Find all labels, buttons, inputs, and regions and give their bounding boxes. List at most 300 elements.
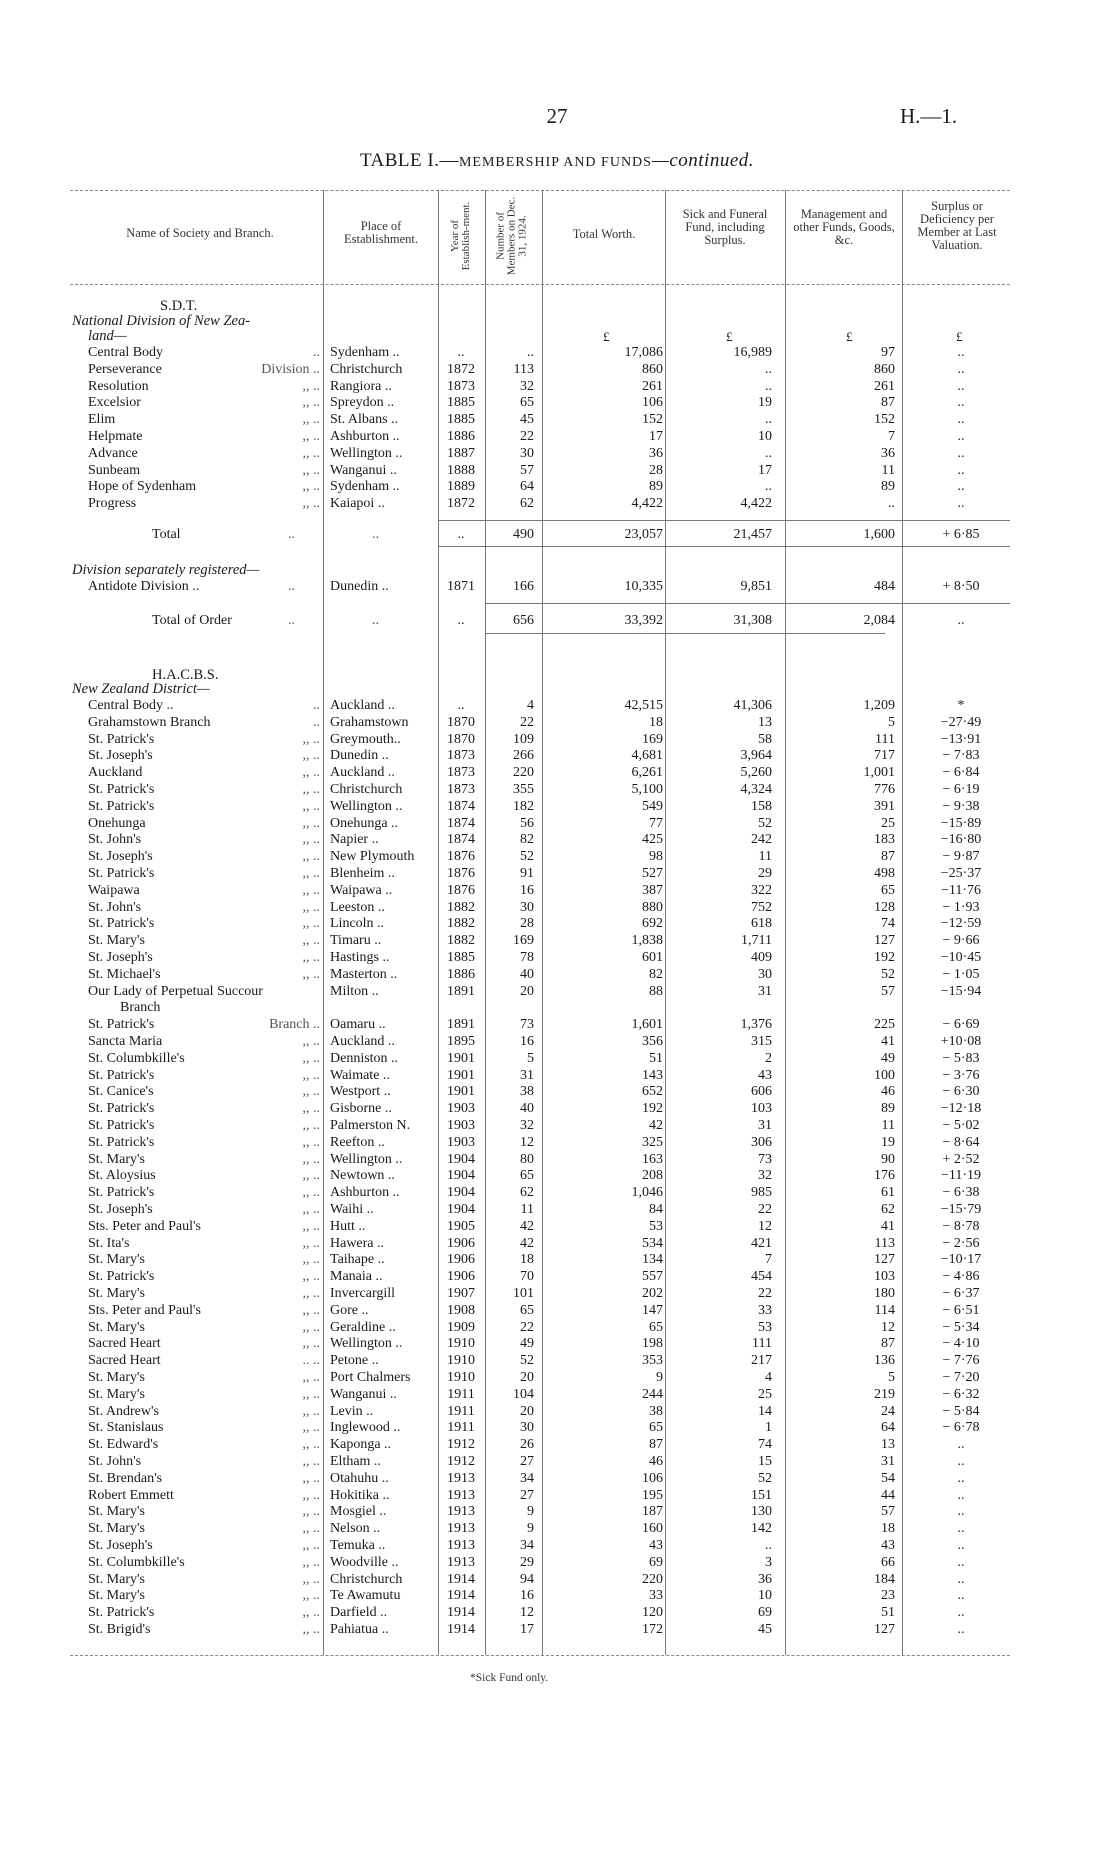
total-worth: 192 [642,1101,663,1117]
sick-fund: 74 [758,1437,772,1453]
separate-heading: Division separately registered— [72,562,260,578]
surplus: .. [957,1588,965,1604]
members: 355 [513,782,534,797]
suffix: ,, .. [302,1437,320,1453]
sick-fund: 15 [758,1454,772,1469]
sick-fund: .. [765,1538,772,1553]
members: 38 [520,1084,534,1100]
table-row [0,1083,1114,1100]
name: St. Mary's [88,1571,145,1587]
management: 57 [881,1504,895,1520]
members: 32 [520,1118,534,1133]
management: 111 [875,731,895,747]
surplus: − 8·64 [942,1134,980,1150]
management: 860 [874,361,895,377]
surplus: .. [957,412,965,428]
suffix: ,, .. [302,1420,320,1436]
members: 12 [520,1605,534,1621]
sick-fund: 4,422 [740,496,772,512]
sick-fund: 752 [751,899,772,915]
surplus: −10·17 [940,1252,982,1268]
year: 1874 [447,815,475,831]
year: 1906 [447,1269,475,1285]
name: St. Mary's [88,1386,145,1402]
management: 391 [874,798,895,814]
name: St. Joseph's [88,1202,153,1217]
table-row [0,1604,1114,1621]
table-row [0,1067,1114,1084]
surplus: .. [957,361,965,377]
sick-fund: 22 [758,1202,772,1217]
surplus: .. [957,1437,965,1453]
name: St. Mary's [88,1588,145,1604]
management: 5 [888,1370,895,1385]
management: 7 [888,429,895,444]
total-worth: 28 [649,462,663,478]
table-row [0,747,1114,764]
place: Woodville .. [330,1554,399,1570]
suffix: ,, .. [302,1454,320,1469]
place: Pahiatua .. [330,1622,389,1637]
table-row [0,1419,1114,1436]
table-row [0,394,1114,411]
suffix: ,, .. [302,933,320,949]
surplus: − 4·10 [942,1336,980,1352]
management: 54 [881,1470,895,1486]
management: 97 [881,345,895,360]
table-row [0,983,1114,1000]
sick-fund: 315 [751,1034,772,1049]
sick-fund: 52 [758,1470,772,1486]
sick-fund: 409 [751,950,772,965]
name: St. Mary's [88,1319,145,1335]
year: 1914 [447,1571,475,1587]
name: St. John's [88,1454,142,1469]
name: Auckland [88,765,143,781]
year: 1910 [447,1353,475,1369]
year: 1870 [447,731,475,747]
sick-fund: 58 [758,731,772,747]
management: 11 [881,1118,895,1133]
suffix: Branch .. [269,1017,320,1033]
members: 27 [520,1454,534,1469]
suffix: .. [313,714,320,730]
place: Auckland .. [330,698,395,713]
sick-fund: 606 [751,1084,772,1100]
place: Wanganui .. [330,1386,397,1402]
management: .. [888,496,895,512]
suffix: ,, .. [302,378,320,394]
surplus: .. [957,462,965,478]
members: 12 [520,1134,534,1150]
suffix: ,, .. [302,1252,320,1268]
year: 1889 [447,479,475,495]
name: Sunbeam [88,462,141,478]
members: 65 [520,395,534,411]
total-worth: 77 [649,815,663,831]
place: Manaia .. [330,1269,383,1285]
management: 87 [881,1336,895,1352]
management: 11 [881,462,895,478]
place: Wellington .. [330,1336,403,1352]
sick-fund: 322 [751,882,772,898]
members: 22 [520,1319,534,1335]
total-worth: 69 [649,1554,663,1570]
place: Otahuhu .. [330,1470,389,1486]
total-worth: 106 [642,1470,663,1486]
place: Gisborne .. [330,1101,392,1117]
members: 45 [520,412,534,428]
suffix: ,, .. [302,866,320,881]
sick-fund: 3,964 [740,748,772,764]
members: 9 [527,1504,534,1520]
management: 89 [881,1101,895,1117]
year: 1904 [447,1151,475,1167]
total-worth: 169 [642,731,663,747]
total-worth: 82 [649,966,663,982]
members: 18 [520,1252,534,1268]
suffix: ,, .. [302,1050,320,1066]
total-worth: 692 [642,916,663,932]
table-row [0,1151,1114,1168]
total-worth: 17,086 [624,345,663,360]
name: St. Patrick's [88,1067,155,1083]
sick-fund: 421 [751,1235,772,1251]
name: St. Patrick's [88,1134,155,1150]
year: 1914 [447,1605,475,1621]
name: Advance [88,445,138,461]
place: Hutt .. [330,1218,366,1234]
sick-fund: .. [765,412,772,428]
year: 1914 [447,1588,475,1604]
surplus: * [957,698,965,713]
total-worth: 10,335 [624,579,663,594]
place: Waihi .. [330,1202,374,1217]
name: St. Patrick's [88,866,155,881]
members: 57 [520,462,534,478]
suffix: ,, .. [302,1470,320,1486]
total-worth: 202 [642,1286,663,1301]
table-row [0,1621,1114,1638]
members: 182 [513,798,534,814]
table-row [0,1369,1114,1386]
table-row [0,1100,1114,1117]
surplus: − 9·38 [942,798,980,814]
members: 101 [513,1286,534,1301]
year: 1876 [447,882,475,898]
management: 717 [874,748,895,764]
surplus: − 9·87 [942,849,980,865]
surplus: .. [957,429,965,444]
sick-fund: 454 [751,1269,772,1285]
suffix: ,, .. [302,1386,320,1402]
members: 91 [520,866,534,881]
table-row [0,1050,1114,1067]
members: 80 [520,1151,534,1167]
surplus: − 6·32 [942,1386,980,1402]
total-worth: 163 [642,1151,663,1167]
suffix: ,, .. [302,1202,320,1217]
management: 183 [874,832,895,848]
year: 1904 [447,1185,475,1201]
antidote-row [0,578,1114,595]
name: Sacred Heart [88,1353,161,1369]
page-reference: H.—1. [900,104,958,128]
table-row [0,999,1114,1016]
table-row [0,428,1114,445]
place: Wellington .. [330,1151,403,1167]
total-worth: 17 [649,429,663,444]
surplus: −15·94 [940,983,982,999]
name: St. Mary's [88,933,145,949]
total-rule [438,520,1010,521]
total-worth: 106 [642,395,663,411]
management: 18 [881,1521,895,1537]
suffix: .. [313,345,320,360]
suffix: ,, .. [302,1185,320,1201]
surplus: −13·91 [940,731,982,747]
members: 169 [513,933,534,949]
name: St. Patrick's [88,1017,155,1033]
suffix: ,, .. [302,1235,320,1251]
management: 127 [874,933,895,949]
year: 1912 [447,1437,475,1453]
sick-fund: .. [765,361,772,377]
management: 65 [881,882,895,898]
sick-fund: 1 [765,1420,772,1436]
members: 109 [513,731,534,747]
place: Palmerston N. [330,1118,411,1133]
surplus: − 7·76 [942,1353,980,1369]
surplus: .. [957,1487,965,1503]
unit-management: £ [846,329,853,344]
sick-fund: 22 [758,1286,772,1301]
sick-fund: 41,306 [733,698,772,713]
total-worth: 652 [642,1084,663,1100]
surplus: − 3·76 [942,1067,980,1083]
table-row [0,1201,1114,1218]
year: 1901 [447,1050,475,1066]
table-row [0,714,1114,731]
name: St. Patrick's [88,1118,155,1133]
year: 1913 [447,1521,475,1537]
place: Auckland .. [330,1034,395,1049]
year: 1909 [447,1319,475,1335]
surplus: .. [957,1454,965,1469]
suffix: ,, .. [302,1134,320,1150]
members: 20 [520,1370,534,1385]
name: Waipawa [88,882,140,898]
year: 1911 [447,1420,475,1436]
header-management: Management and other Funds, Goods, &c. [793,207,895,247]
sick-fund: 73 [758,1151,772,1167]
surplus: −10·45 [940,950,982,965]
surplus: − 1·05 [942,966,980,982]
surplus: −25·37 [940,866,982,881]
table-row [0,1251,1114,1268]
members: 40 [520,1101,534,1117]
name: St. Patrick's [88,798,155,814]
sick-fund: 17 [758,462,772,478]
members: 166 [513,579,534,594]
surplus: − 7·83 [942,748,980,764]
year: 1910 [447,1370,475,1385]
surplus: −12·18 [940,1101,982,1117]
place: Dunedin .. [330,748,389,764]
surplus: − 6·51 [942,1302,980,1318]
total-worth: 43 [649,1538,663,1553]
total-worth: 98 [649,849,663,865]
management: 180 [874,1286,895,1301]
year: 1904 [447,1202,475,1217]
suffix: ,, .. [302,899,320,915]
management: 52 [881,966,895,982]
management: 114 [874,1302,895,1318]
year: 1882 [447,916,475,932]
management: 2,084 [863,613,895,628]
management: 90 [881,1151,895,1167]
surplus: − 5·34 [942,1319,980,1335]
name: Sts. Peter and Paul's [88,1302,201,1318]
surplus: .. [957,479,965,495]
surplus: .. [957,378,965,394]
total-worth: 534 [642,1235,663,1251]
name: St. Mary's [88,1151,145,1167]
table-row [0,1218,1114,1235]
table-row [0,781,1114,798]
sick-fund: 31 [758,1118,772,1133]
sick-fund: 53 [758,1319,772,1335]
total-rule [485,633,885,634]
members: 29 [520,1554,534,1570]
name: St. Mary's [88,1286,145,1301]
sick-fund: 158 [751,798,772,814]
sick-fund: 69 [758,1605,772,1621]
dots: .. [288,527,295,542]
place: Christchurch [330,1571,403,1587]
year: 1885 [447,395,475,411]
total-worth: 195 [642,1487,663,1503]
members: 16 [520,1588,534,1604]
suffix: ,, .. [302,1370,320,1385]
name: St. Columbkille's [88,1554,185,1570]
suffix: ,, .. [302,1521,320,1537]
table-row [0,478,1114,495]
total-worth: 198 [642,1336,663,1352]
name: Robert Emmett [88,1487,174,1503]
members: 64 [520,479,534,495]
sick-fund: 16,989 [733,345,772,360]
place: Ashburton .. [330,429,400,444]
members: 30 [520,899,534,915]
dots: .. [288,613,295,628]
header-name: Name of Society and Branch. [126,226,274,240]
suffix: ,, .. [302,882,320,898]
members: 22 [520,429,534,444]
sick-fund: 43 [758,1067,772,1083]
members: 490 [513,527,534,542]
society-heading: H.A.C.B.S. [152,667,219,683]
suffix: ,, .. [302,496,320,512]
table-row [0,1302,1114,1319]
members: 9 [527,1521,534,1537]
year: 1891 [447,1017,475,1033]
management: 44 [881,1487,895,1503]
management: 41 [881,1034,895,1049]
total-label: Total [152,527,181,542]
place: .. [372,527,379,542]
surplus: − 6·37 [942,1286,980,1301]
year: 1913 [447,1538,475,1553]
surplus: .. [957,1521,965,1537]
total-worth: 38 [649,1403,663,1419]
place: Inglewood .. [330,1420,401,1436]
management: 46 [881,1084,895,1100]
name: St. Joseph's [88,950,153,965]
page-number: 27 [546,104,568,128]
surplus: + 8·50 [942,579,980,594]
year: .. [457,613,465,628]
total-worth: 1,838 [631,933,663,949]
management: 62 [881,1202,895,1217]
surplus: − 5·83 [942,1050,980,1066]
suffix: ,, .. [302,966,320,982]
suffix: ,, .. [302,815,320,831]
members: 220 [513,765,534,781]
table-row [0,1503,1114,1520]
name: St. Patrick's [88,1605,155,1621]
total-worth: 1,046 [631,1185,663,1201]
suffix: ,, .. [302,1118,320,1133]
suffix: ,, .. [302,1571,320,1587]
members: 656 [513,613,534,628]
name: St. Mary's [88,1370,145,1385]
sick-fund: .. [765,378,772,394]
total-label: Total of Order [152,613,232,628]
members: 4 [527,698,534,713]
surplus: + 6·85 [942,527,980,542]
sick-fund: 985 [751,1185,772,1201]
table-row [0,495,1114,512]
table-row [0,361,1114,378]
suffix: ,, .. [302,479,320,495]
sick-fund: 32 [758,1168,772,1184]
management: 23 [881,1588,895,1604]
year: 1885 [447,950,475,965]
sick-fund: 618 [751,916,772,932]
sick-fund: 3 [765,1554,772,1570]
members: 42 [520,1235,534,1251]
management: 74 [881,916,895,932]
suffix: ,, .. [302,1403,320,1419]
place: Masterton .. [330,966,398,982]
table-row [0,1167,1114,1184]
members: 73 [520,1017,534,1033]
sick-fund: 11 [758,849,772,865]
management: 1,600 [863,527,895,542]
management: 484 [874,579,895,594]
sick-fund: 111 [752,1336,772,1352]
suffix: ,, .. [302,798,320,814]
year: 1871 [447,579,475,594]
division-heading: National Division of New Zea- [72,313,251,329]
table-row [0,764,1114,781]
header-year: Year of Establish-ment. [449,201,472,271]
suffix: ,, .. [302,748,320,764]
table-row [0,1268,1114,1285]
members: 34 [520,1470,534,1486]
place: Hokitika .. [330,1487,390,1503]
